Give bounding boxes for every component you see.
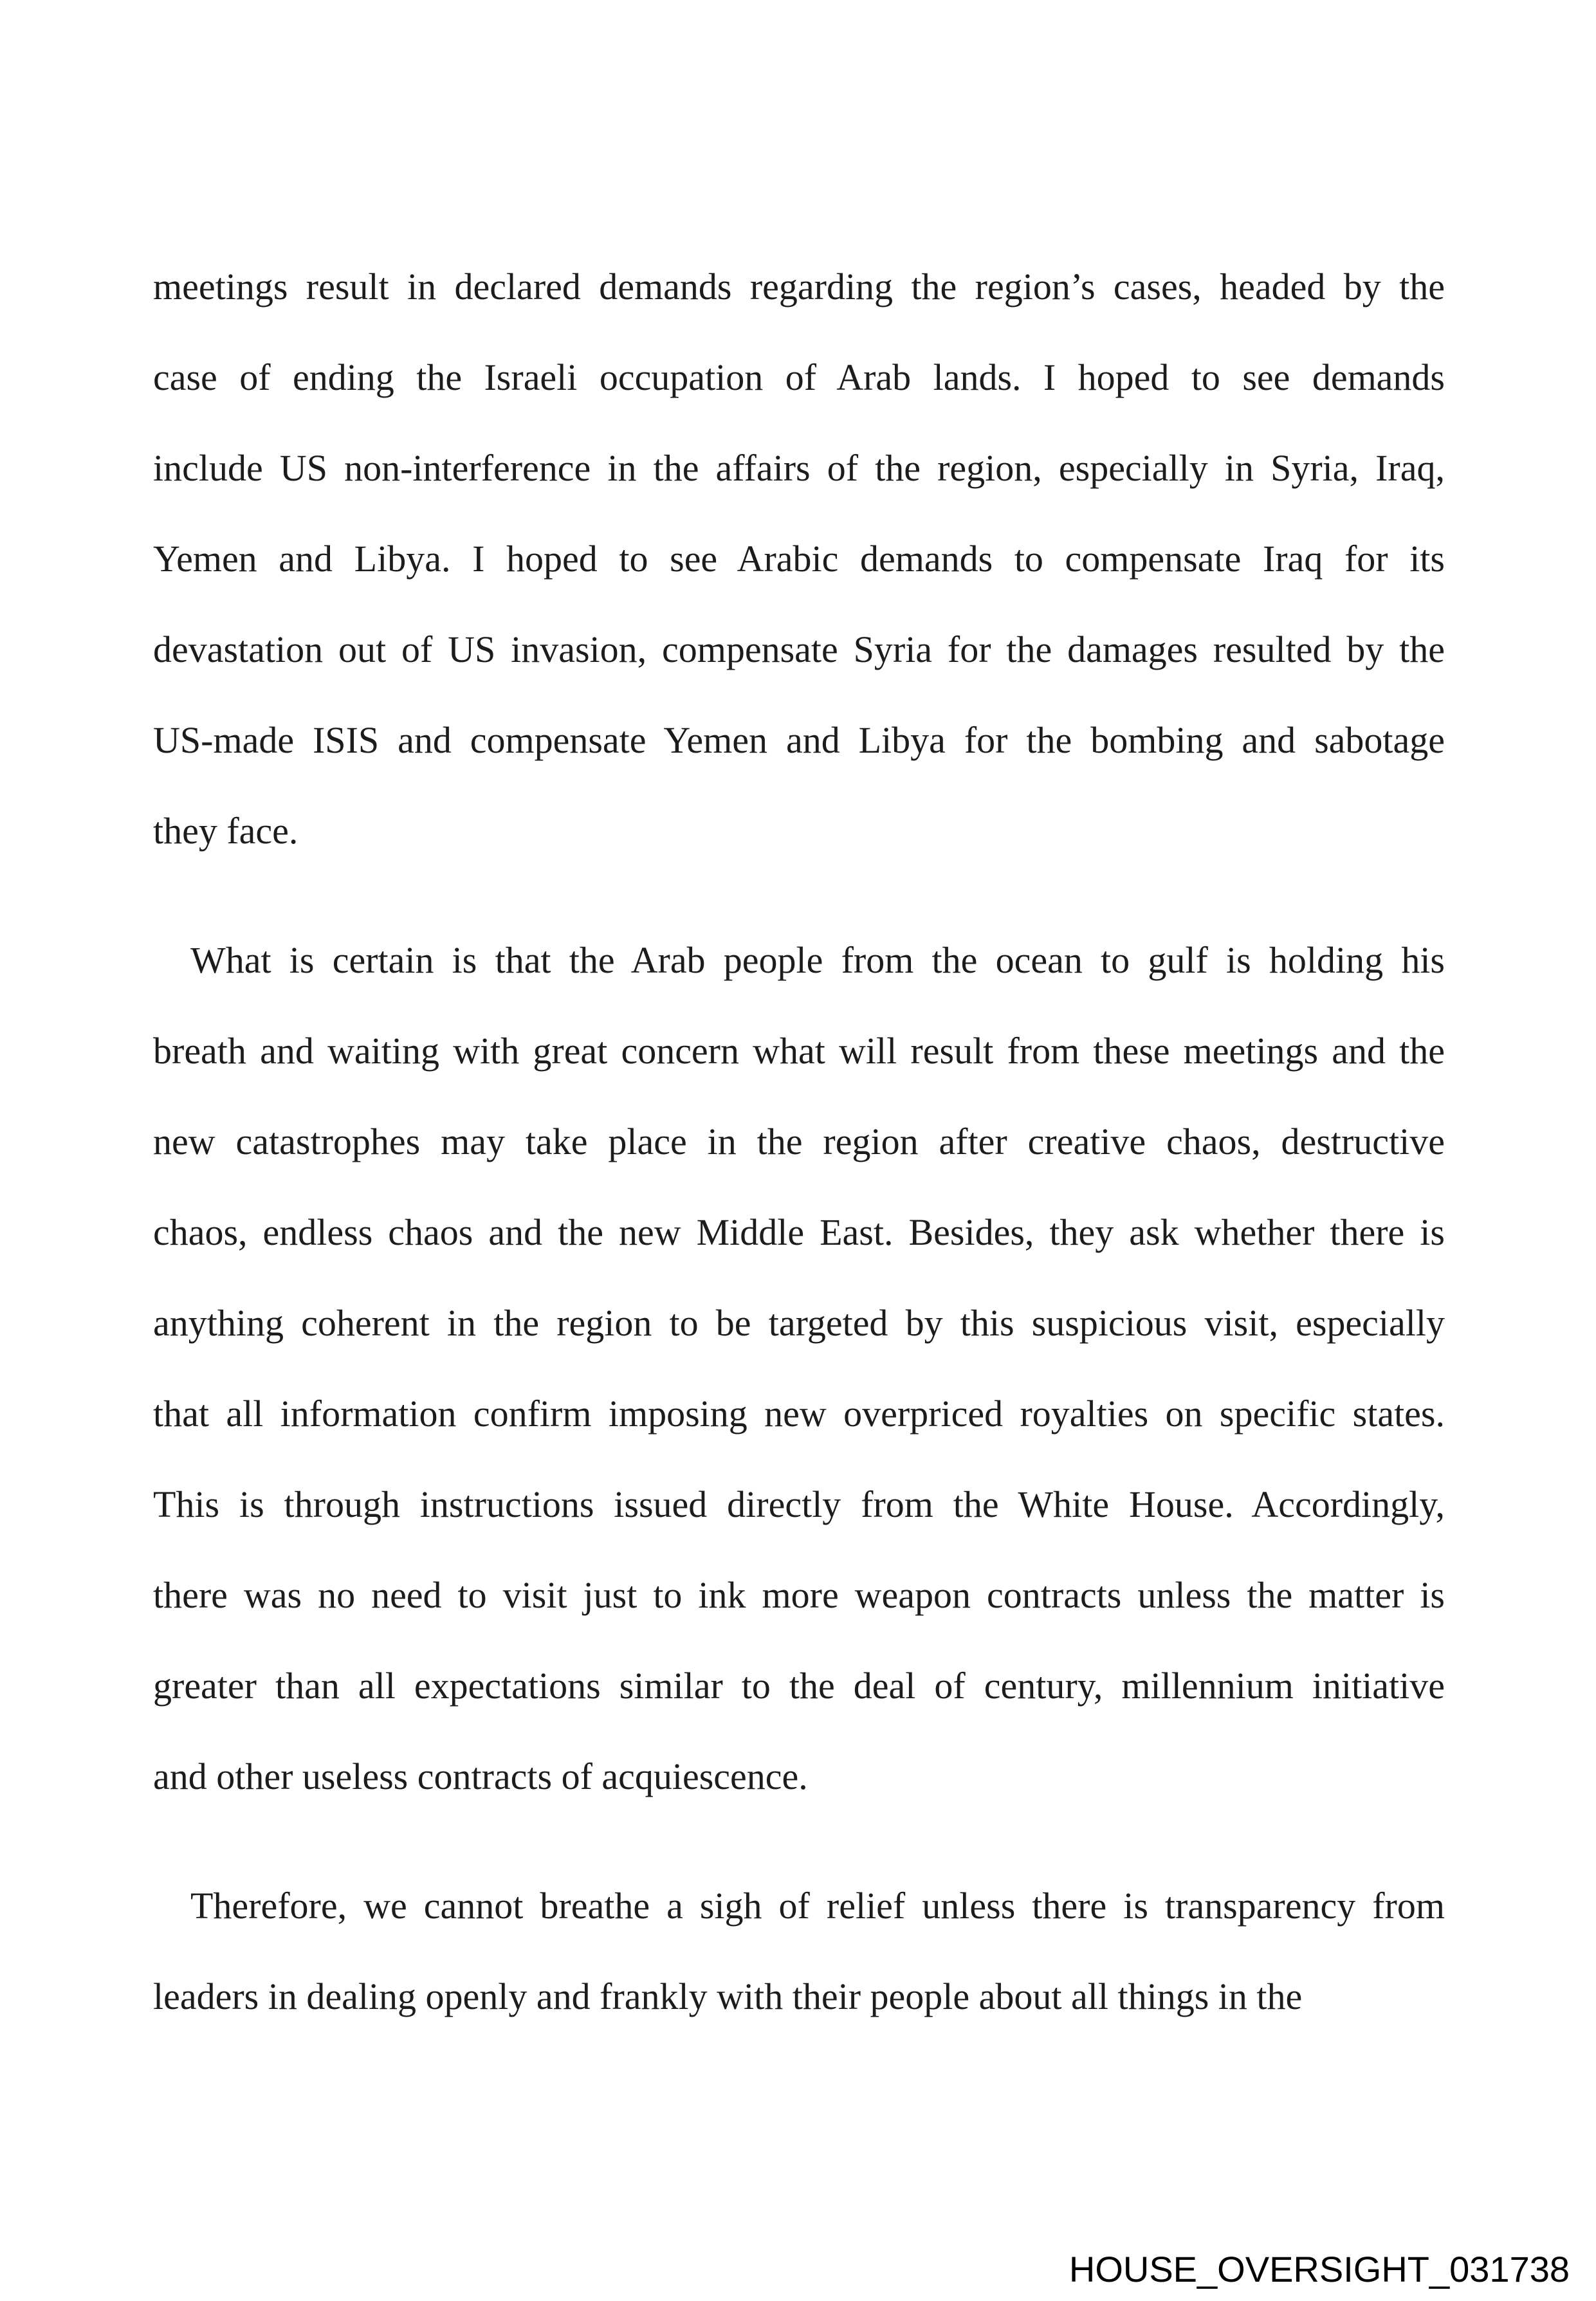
text-line: meetings result in declared demands regarding the region’s cases, headed by the xyxy=(153,266,1445,307)
text-line: and other useless contracts of acquiescence. xyxy=(153,1756,808,1797)
text-line: Yemen and Libya. I hoped to see Arabic demands to compensate Iraq for its xyxy=(153,538,1445,580)
text-line: new catastrophes may take place in the region after creative chaos, destructive xyxy=(153,1121,1445,1162)
text-line: that all information confirm imposing new overpriced royalties on specific states. xyxy=(153,1393,1445,1435)
bates-number: HOUSE_OVERSIGHT_031738 xyxy=(1069,2249,1570,2289)
paragraph xyxy=(153,1860,1445,2042)
document-body xyxy=(153,241,1445,2042)
paragraph xyxy=(153,915,1445,1822)
text-line: anything coherent in the region to be targeted by this suspicious visit, especially xyxy=(153,1302,1445,1344)
text-line: greater than all expectations similar to the deal of century, millennium initiative xyxy=(153,1665,1445,1707)
text-line: US-made ISIS and compensate Yemen and Libya for the bombing and sabotage xyxy=(153,719,1445,761)
text-line: What is certain is that the Arab people from the ocean to gulf is holding his xyxy=(190,939,1445,981)
text-line: devastation out of US invasion, compensate Syria for the damages resulted by the xyxy=(153,628,1445,670)
text-line: chaos, endless chaos and the new Middle East. Besides, they ask whether there is xyxy=(153,1211,1445,1253)
text-line: case of ending the Israeli occupation of Arab lands. I hoped to see demands xyxy=(153,356,1445,398)
text-line: include US non-interference in the affairs of the region, especially in Syria, Iraq, xyxy=(153,447,1445,489)
text-line: there was no need to visit just to ink more weapon contracts unless the matter is xyxy=(153,1574,1445,1616)
paragraph xyxy=(153,241,1445,876)
text-line: leaders in dealing openly and frankly with their people about all things in the xyxy=(153,1976,1303,2017)
text-line: breath and waiting with great concern what will result from these meetings and the xyxy=(153,1030,1445,1072)
text-line: they face. xyxy=(153,810,298,852)
text-line: Therefore, we cannot breathe a sigh of relief unless there is transparency from xyxy=(190,1885,1445,1927)
text-line: This is through instructions issued directly from the White House. Accordingly, xyxy=(153,1483,1445,1525)
